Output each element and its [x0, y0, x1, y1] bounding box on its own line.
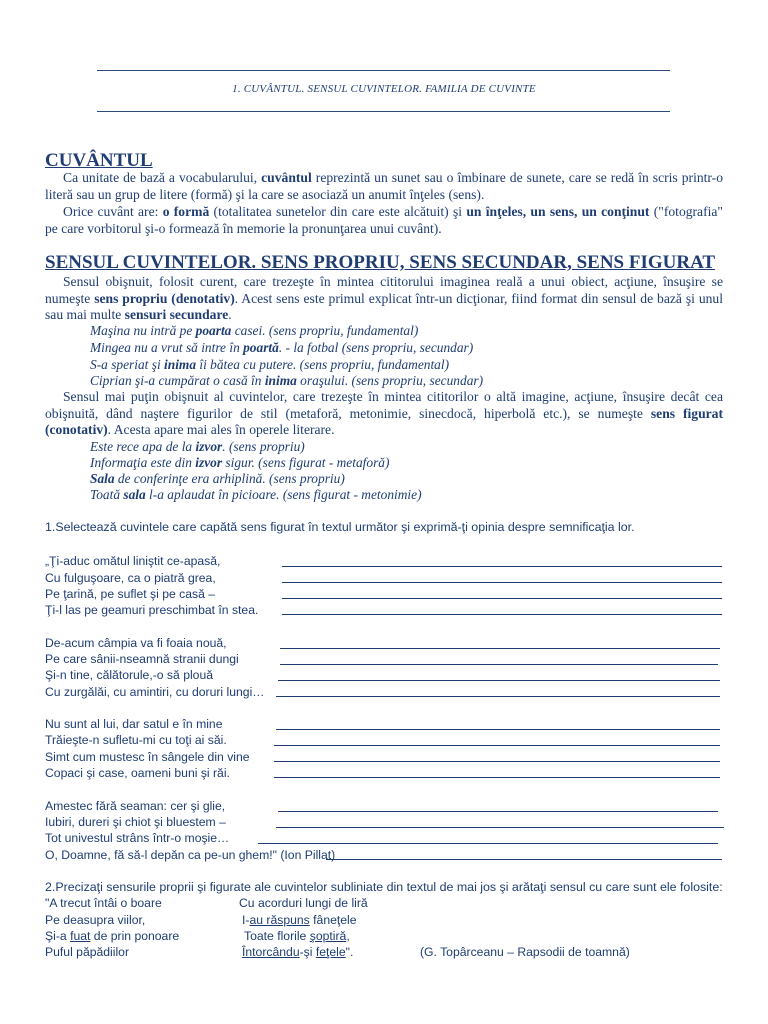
underlined-word: şoptiră	[309, 929, 347, 943]
term-cuvantul: cuvântul	[261, 170, 312, 185]
example-line: Sala de conferinţe era arhiplină. (sens propriu)	[90, 471, 345, 486]
term-forma: o formă	[162, 204, 210, 219]
answer-line[interactable]	[276, 729, 720, 730]
answer-line[interactable]	[282, 614, 722, 615]
answer-line[interactable]	[280, 648, 720, 649]
poem-line: I-au răspuns fâneţele	[242, 913, 357, 927]
example-line: Informaţia este din izvor sigur. (sens figurat - metaforă)	[90, 455, 390, 470]
poem-line: Şi-a fuat de prin ponoare	[45, 929, 180, 943]
answer-line[interactable]	[282, 582, 722, 583]
poem-line: Pe care sânii-nseamnă stranii dungi	[45, 652, 239, 666]
header-rule-bottom	[97, 111, 670, 112]
poem-line: Simt cum mustesc în sângele din vine	[45, 750, 250, 764]
exercise-2-prompt: 2.Precizaţi sensurile proprii şi figurate ale cuvintelor subliniate din textul de mai jos şi arătaţi sensul cu care sunt ele folosite:	[45, 880, 723, 894]
answer-line[interactable]	[326, 859, 722, 860]
answer-line[interactable]	[258, 843, 718, 844]
poem-line: „Ţi-aduc omătul liniştit ce-apasă,	[45, 554, 221, 568]
poem-line: De-acum câmpia va fi foaia nouă,	[45, 636, 227, 650]
poem-line: Tot univestul strâns într-o moşie…	[45, 831, 230, 845]
poem-line: O, Doamne, fă să-l depăn ca pe-un ghem!" (Ion Pillat)	[45, 848, 336, 862]
example-line: Mingea nu a vrut să intre în poartă. - la fotbal (sens propriu, secundar)	[90, 340, 474, 355]
term-sens-propriu: sens propriu (denotativ)	[94, 290, 235, 306]
exercise-1-prompt: 1.Selectează cuvintele care capătă sens figurat în textul următor şi exprimă-ţi opinia despre semnificaţia lor.	[45, 520, 635, 534]
poem-line: Cu fulguşoare, ca o piatră grea,	[45, 571, 216, 585]
example-line: S-a speriat şi inima îi bătea cu putere. (sens propriu, fundamental)	[90, 357, 450, 372]
underlined-word: au răspuns	[249, 913, 310, 927]
paragraph-sens-propriu: Sensul obişnuit, folosit curent, care trezeşte în mintea cititorului imaginea reală a unui obiect, acţiune, însuşire se numeşte sens propriu (denotativ). Acest sens este primul explicat într-un dicţionar, fiind format din sensul de bază şi unul sau mai multe sensuri secundare.	[45, 274, 723, 322]
heading-cuvantul: CUVÂNTUL	[45, 150, 153, 171]
poem-line: Pe deasupra viilor,	[45, 913, 146, 927]
poem-line: Şi-n tine, călătorule,-o să plouă	[45, 668, 214, 682]
answer-line[interactable]	[280, 664, 718, 665]
underlined-word: Întorcându	[242, 945, 300, 959]
answer-line[interactable]	[274, 777, 720, 778]
term-sensuri-secundare: sensuri secundare	[124, 307, 229, 322]
underlined-word: feţele	[315, 945, 346, 959]
poem-line: Trăieşte-n sufletu-mi cu toţi ai săi.	[45, 733, 227, 747]
poem-line: Toate florile şoptiră,	[244, 929, 350, 943]
example-line: Maşina nu intră pe poarta casei. (sens propriu, fundamental)	[90, 323, 419, 338]
answer-line[interactable]	[282, 566, 722, 567]
example-line: Toată sala l-a aplaudat în picioare. (sens figurat - metonimie)	[90, 487, 422, 502]
answer-line[interactable]	[276, 696, 720, 697]
answer-line[interactable]	[276, 827, 724, 828]
answer-line[interactable]	[282, 598, 722, 599]
answer-line[interactable]	[274, 745, 720, 746]
poem-line: Întorcându-şi feţele".	[242, 945, 354, 959]
term-inteles: un înţeles, un sens, un conţinut	[466, 204, 650, 219]
answer-line[interactable]	[278, 811, 718, 812]
poem-line: Cu acorduri lungi de liră	[239, 896, 368, 910]
paragraph-forma-sens: Orice cuvânt are: o formă (totalitatea sunetelor din care este alcătuit) şi un înţeles, un sens, un conţinut ("fotografia" pe care vorbitorul şi-o formează în memorie la pronunţarea unui cuvânt).	[45, 204, 723, 236]
poem-line: "A trecut întâi o boare	[45, 896, 162, 910]
paragraph-sens-figurat: Sensul mai puţin obişnuit al cuvintelor, care trezeşte în mintea cititorilor o altă imagine, acţiune, însuşire decât cea obişnuită, dând naştere figurilor de stil (metaforă, metonimie, sinecdocă, hiperbolă etc.), se numeşte sens figurat (conotativ). Acesta apare mai ales în operele literare.	[45, 389, 723, 437]
poem-line: Pe ţarină, pe suflet şi pe casă –	[45, 587, 216, 601]
poem-line: Puful păpădiilor	[45, 945, 130, 959]
answer-line[interactable]	[274, 761, 720, 762]
poem-line: Ţi-l las pe geamuri preschimbat în stea.	[45, 603, 259, 617]
paragraph-cuvant-definition: Ca unitate de bază a vocabularului, cuvântul reprezintă un sunet sau o îmbinare de sunete, care se redă în scris printr-o literă sau un grup de litere (formă) şi la care se asociază un anumit înţeles (sens).	[45, 170, 723, 202]
answer-line[interactable]	[278, 680, 720, 681]
header-rule-top	[97, 70, 670, 71]
example-line: Ciprian şi-a cumpărat o casă în inima oraşului. (sens propriu, secundar)	[90, 373, 484, 388]
poem-line: Iubiri, dureri şi chiot şi bluestem –	[45, 815, 226, 829]
underlined-word: fuat	[70, 929, 91, 943]
poem-line: Cu zurgălăi, cu amintiri, cu doruri lungi…	[45, 685, 265, 699]
poem-line: Copaci şi case, oameni buni şi răi.	[45, 766, 230, 780]
page-subtitle: 1. CUVÂNTUL. SENSUL CUVINTELOR. FAMILIA DE CUVINTE	[232, 83, 536, 95]
example-line: Este rece apa de la izvor. (sens propriu)	[90, 439, 305, 454]
poem-line: Amestec fără seaman: cer şi glie,	[45, 799, 226, 813]
poem-line: Nu sunt al lui, dar satul e în mine	[45, 717, 223, 731]
term-sens-figurat: sens figurat (conotativ)	[45, 405, 723, 437]
heading-sensul-cuvintelor: SENSUL CUVINTELOR. SENS PROPRIU, SENS SECUNDAR, SENS FIGURAT	[45, 252, 716, 273]
poem-source: (G. Topârceanu – Rapsodii de toamnă)	[420, 945, 630, 959]
